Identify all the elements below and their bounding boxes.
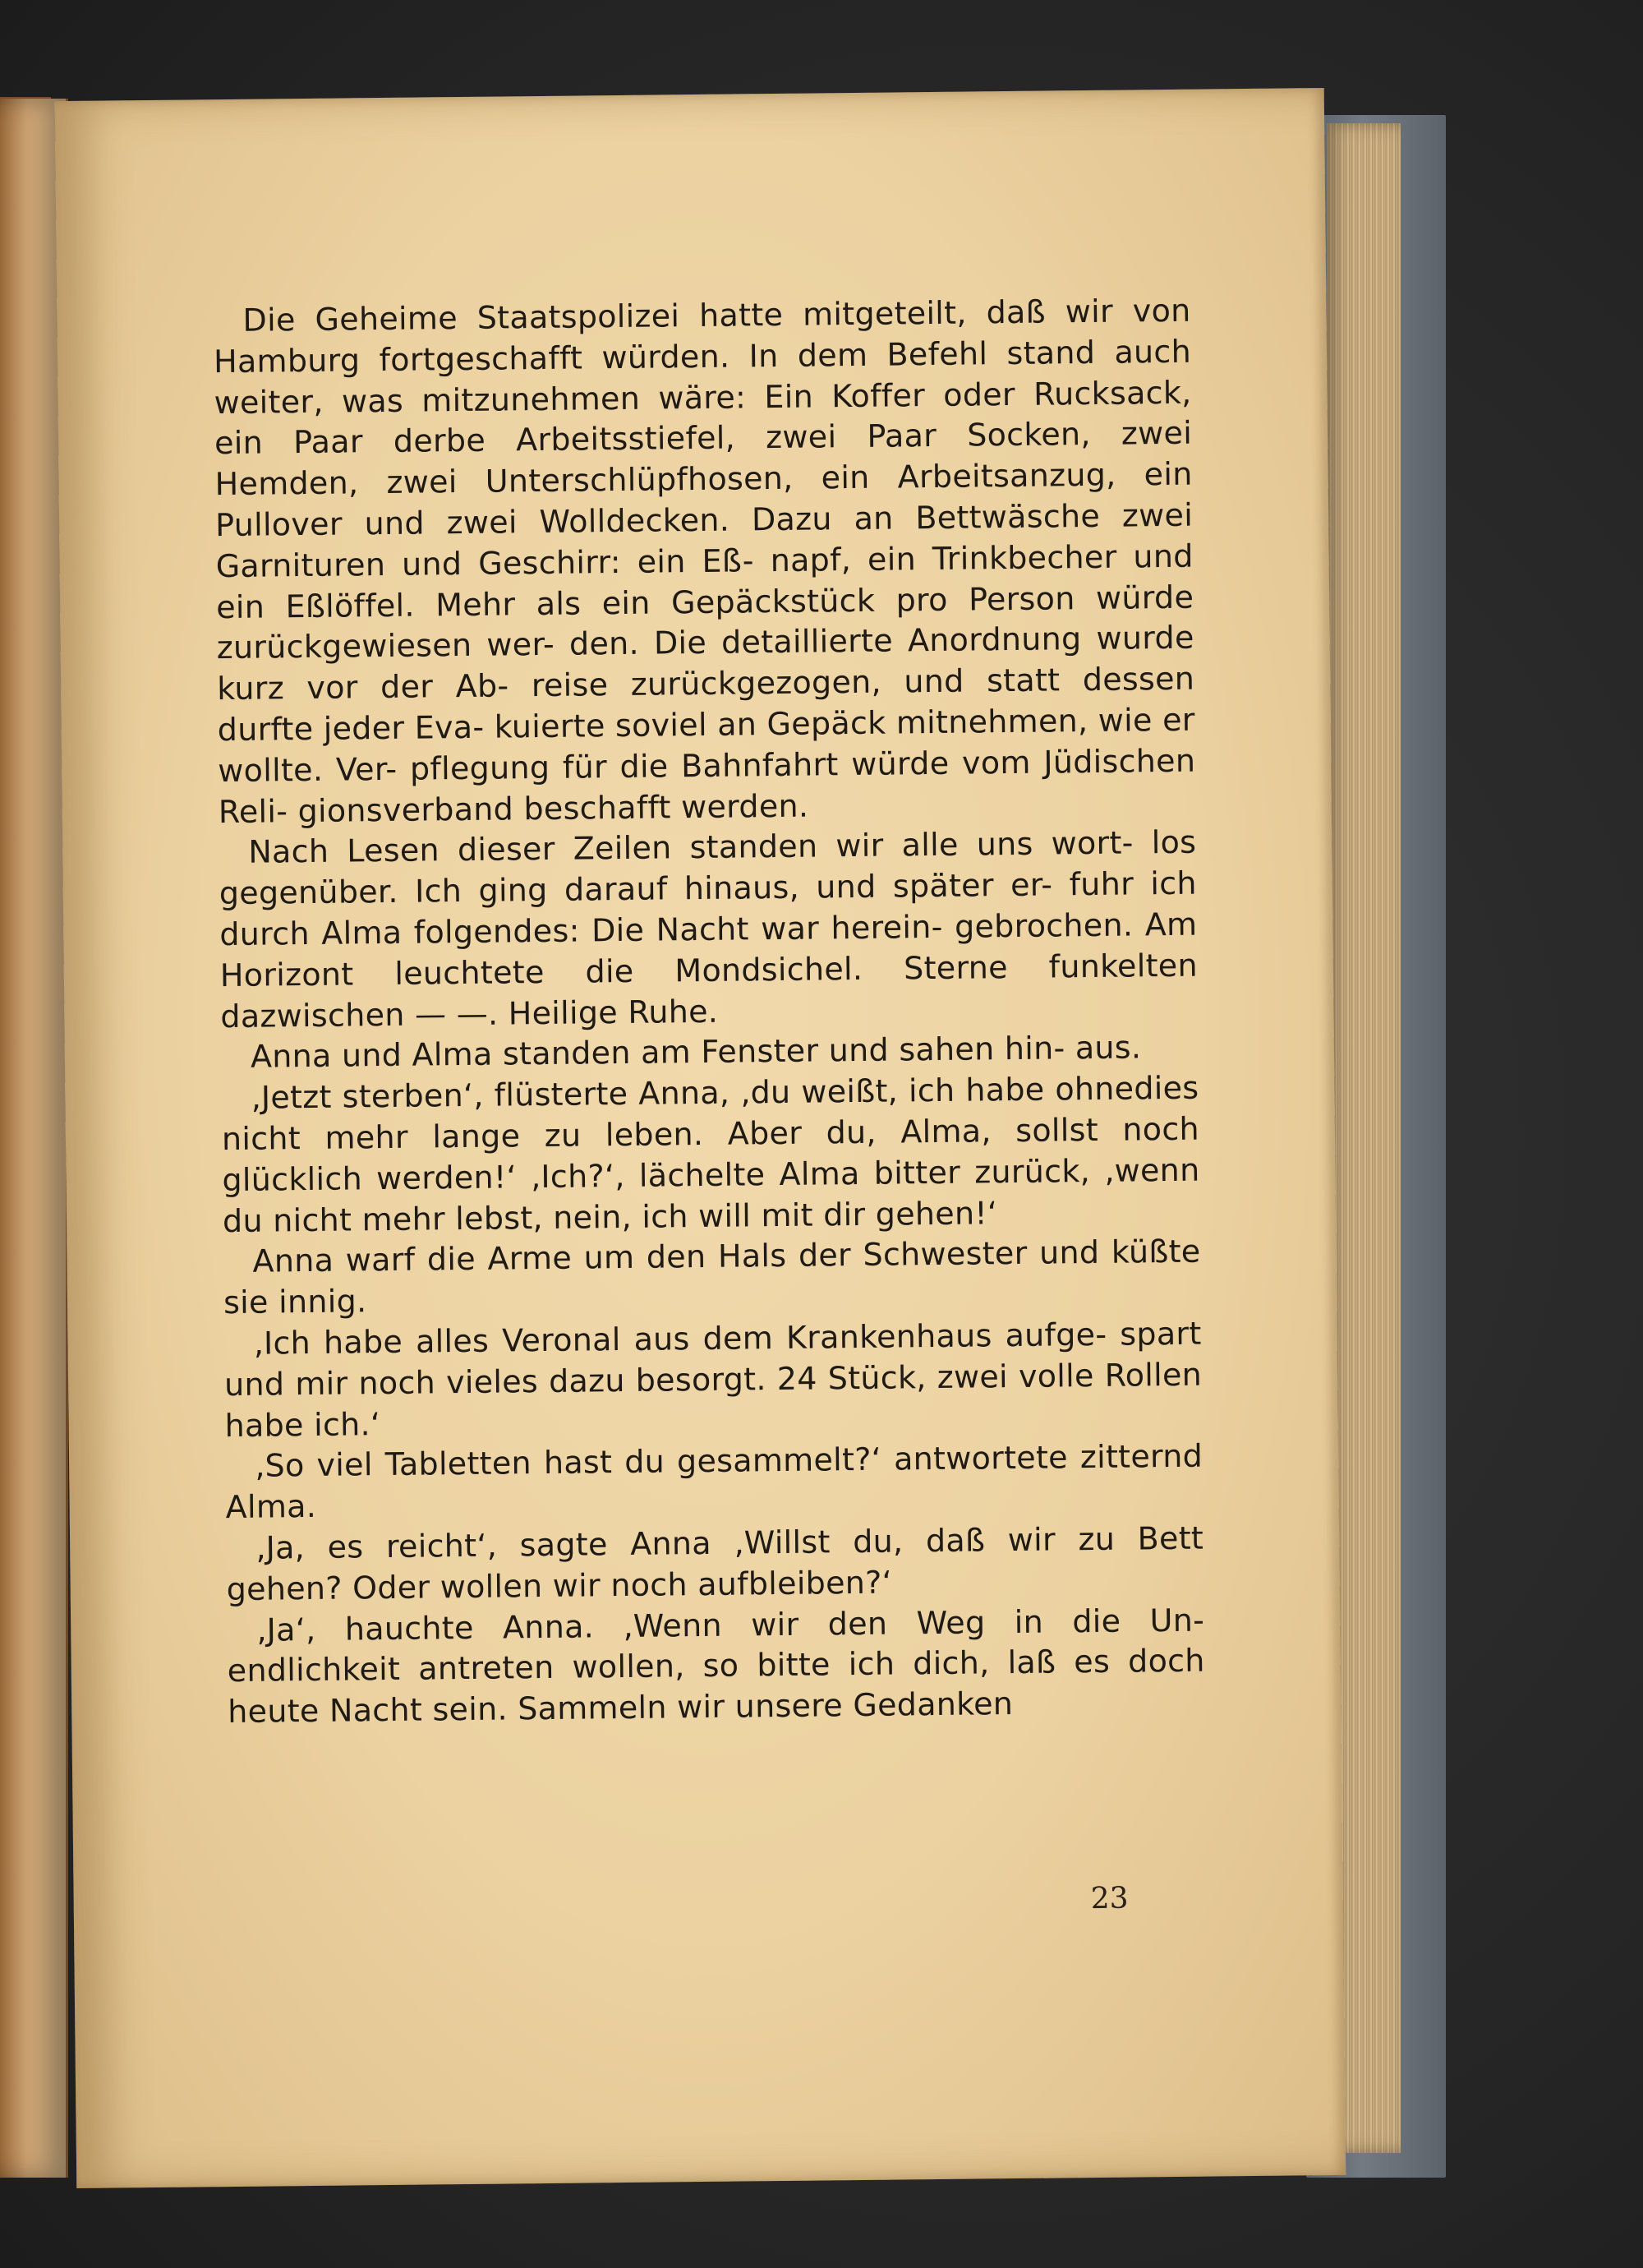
paragraph: Anna warf die Arme um den Hals der Schwester und küßte sie innig. xyxy=(223,1233,1201,1321)
paragraph: Die Geheime Staatspolizei hatte mitgeteilt, daß wir von Hamburg fortgeschafft würden. In dem Befehl stand auch weiter, was mitzunehmen wäre: Ein Koffer oder Rucksack, ein Paar derbe Arbeitsstiefel, zwei Paar Socken, zwei Hemden, zwei Unterschlüpfhosen, ein Arbeitsanzug, ein Pullover und zwei Wolldecken. Dazu an Bettwäsche zwei Garnituren und Geschirr: ein Eß- napf, ein Trinkbecher und ein Eßlöffel. Mehr als ein Gepäckstück pro Person würde zurückgewiesen wer- den. Die detaillierte Anordnung wurde kurz vor der Ab- reise zurückgezogen, und statt dessen durfte jeder Eva- kuierte soviel an Gepäck mitnehmen, wie er wollte. Ver- pflegung für die Bahnfahrt würde vom Jüdischen Reli- gionsverband beschafft werden. xyxy=(213,292,1196,830)
paragraph: ‚So viel Tabletten hast du gesammelt?‘ antwortete zitternd Alma. xyxy=(225,1437,1203,1526)
paragraph: Anna und Alma standen am Fenster und sahen hin- aus. xyxy=(250,1029,1142,1076)
paragraph: ‚Ja‘, hauchte Anna. ‚Wenn wir den Weg in die Un- endlichkeit antreten wollen, so bitte ich dich, laß es doch heute Nacht sein. Sammeln wir unsere Gedanken xyxy=(227,1602,1205,1731)
paragraph: ‚Ja, es reicht‘, sagte Anna ‚Willst du, daß wir zu Bett gehen? Oder wollen wir noch aufbleiben?‘ xyxy=(226,1519,1204,1607)
book-page xyxy=(55,88,1346,2188)
paragraph: ‚Jetzt sterben‘, flüsterte Anna, ‚du weißt, ich habe ohnedies nicht mehr lange zu leben. Aber du, Alma, sollst noch glücklich werden!‘ ‚Ich?‘, lächelte Alma bitter zurück, ‚wenn du nicht mehr lebst, nein, ich will mit dir gehen!‘ xyxy=(221,1069,1200,1239)
page-number: 23 xyxy=(1090,1881,1129,1916)
paragraph: ‚Ich habe alles Veronal aus dem Krankenhaus aufge- spart und mir noch vieles dazu besorgt. 24 Stück, zwei volle Rollen habe ich.‘ xyxy=(223,1315,1203,1444)
paragraph: Nach Lesen dieser Zeilen standen wir alle uns wort- los gegenüber. Ich ging darauf hinaus, und später er- fuhr ich durch Alma folgendes: Die Nacht war herein- gebrochen. Am Horizont leuchtete die Mondsichel. Sterne funkelten dazwischen — —. Heilige Ruhe. xyxy=(219,824,1199,1035)
page-text xyxy=(213,291,1205,1733)
